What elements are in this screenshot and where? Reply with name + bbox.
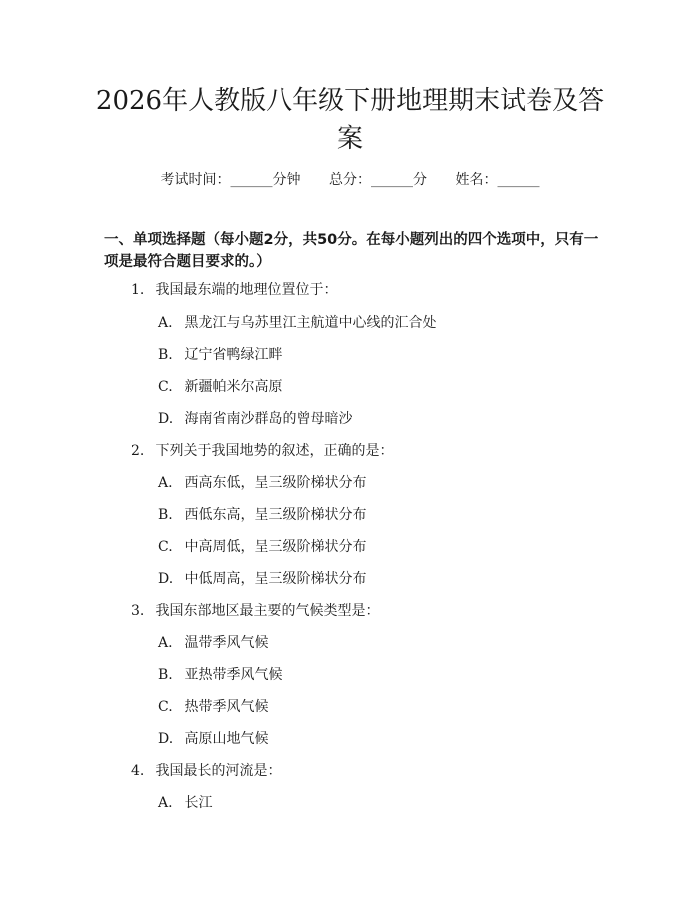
option-letter: A. — [158, 635, 173, 651]
option-text: 西高东低，呈三级阶梯状分布 — [184, 475, 367, 491]
option-text: 长江 — [184, 795, 213, 811]
answer-option — [158, 537, 366, 557]
option-text: 辽宁省鸭绿江畔 — [184, 347, 283, 363]
option-letter: D. — [158, 571, 174, 587]
exam-time: 考试时间：______分钟 — [160, 172, 301, 188]
option-letter: A. — [158, 795, 173, 811]
question — [131, 601, 379, 621]
student-name: 姓名：______ — [455, 172, 540, 188]
question-text: 我国东部地区最主要的气候类型是： — [155, 603, 380, 619]
answer-option — [158, 313, 436, 333]
option-text: 西低东高，呈三级阶梯状分布 — [184, 507, 367, 523]
option-letter: D. — [158, 411, 174, 427]
option-letter: A. — [158, 475, 173, 491]
answer-option — [158, 729, 268, 749]
option-text: 中低周高，呈三级阶梯状分布 — [184, 571, 367, 587]
option-letter: B. — [158, 667, 173, 683]
option-letter: B. — [158, 347, 173, 363]
total-score: 总分：______分 — [329, 172, 427, 188]
section-heading: 一、单项选择题（每小题2分，共50分。在每小题列出的四个选项中，只有一项是最符合题目要求的。） — [104, 232, 599, 270]
option-letter: B. — [158, 507, 173, 523]
question-text: 我国最长的河流是： — [155, 763, 282, 779]
question-text: 下列关于我国地势的叙述，正确的是： — [155, 443, 394, 459]
question — [131, 761, 281, 781]
answer-option — [158, 665, 282, 685]
option-text: 温带季风气候 — [184, 635, 269, 651]
option-letter: C. — [158, 379, 173, 395]
option-letter: D. — [158, 731, 174, 747]
option-text: 亚热带季风气候 — [184, 667, 283, 683]
question — [131, 441, 393, 461]
answer-option — [158, 697, 268, 717]
answer-option — [158, 473, 366, 493]
question-number: 2. — [131, 443, 145, 459]
page-title: 2026年人教版八年级下册地理期末试卷及答案 — [95, 86, 605, 154]
answer-option — [158, 569, 366, 589]
answer-option — [158, 633, 268, 653]
answer-option — [158, 409, 352, 429]
option-text: 中高周低，呈三级阶梯状分布 — [184, 539, 367, 555]
answer-option — [158, 505, 366, 525]
answer-option — [158, 345, 282, 365]
option-text: 高原山地气候 — [184, 731, 269, 747]
question-number: 1. — [131, 282, 145, 298]
answer-option — [158, 377, 282, 397]
option-text: 海南省南沙群岛的曾母暗沙 — [184, 411, 353, 427]
question-text: 我国最东端的地理位置位于： — [155, 282, 338, 298]
answer-option — [158, 793, 212, 813]
option-text: 黑龙江与乌苏里江主航道中心线的汇合处 — [184, 315, 437, 331]
option-letter: A. — [158, 315, 173, 331]
option-letter: C. — [158, 539, 173, 555]
exam-meta — [0, 170, 700, 190]
question-number: 4. — [131, 763, 145, 779]
question-number: 3. — [131, 603, 145, 619]
question — [131, 280, 337, 300]
option-text: 新疆帕米尔高原 — [184, 379, 283, 395]
option-letter: C. — [158, 699, 173, 715]
option-text: 热带季风气候 — [184, 699, 269, 715]
